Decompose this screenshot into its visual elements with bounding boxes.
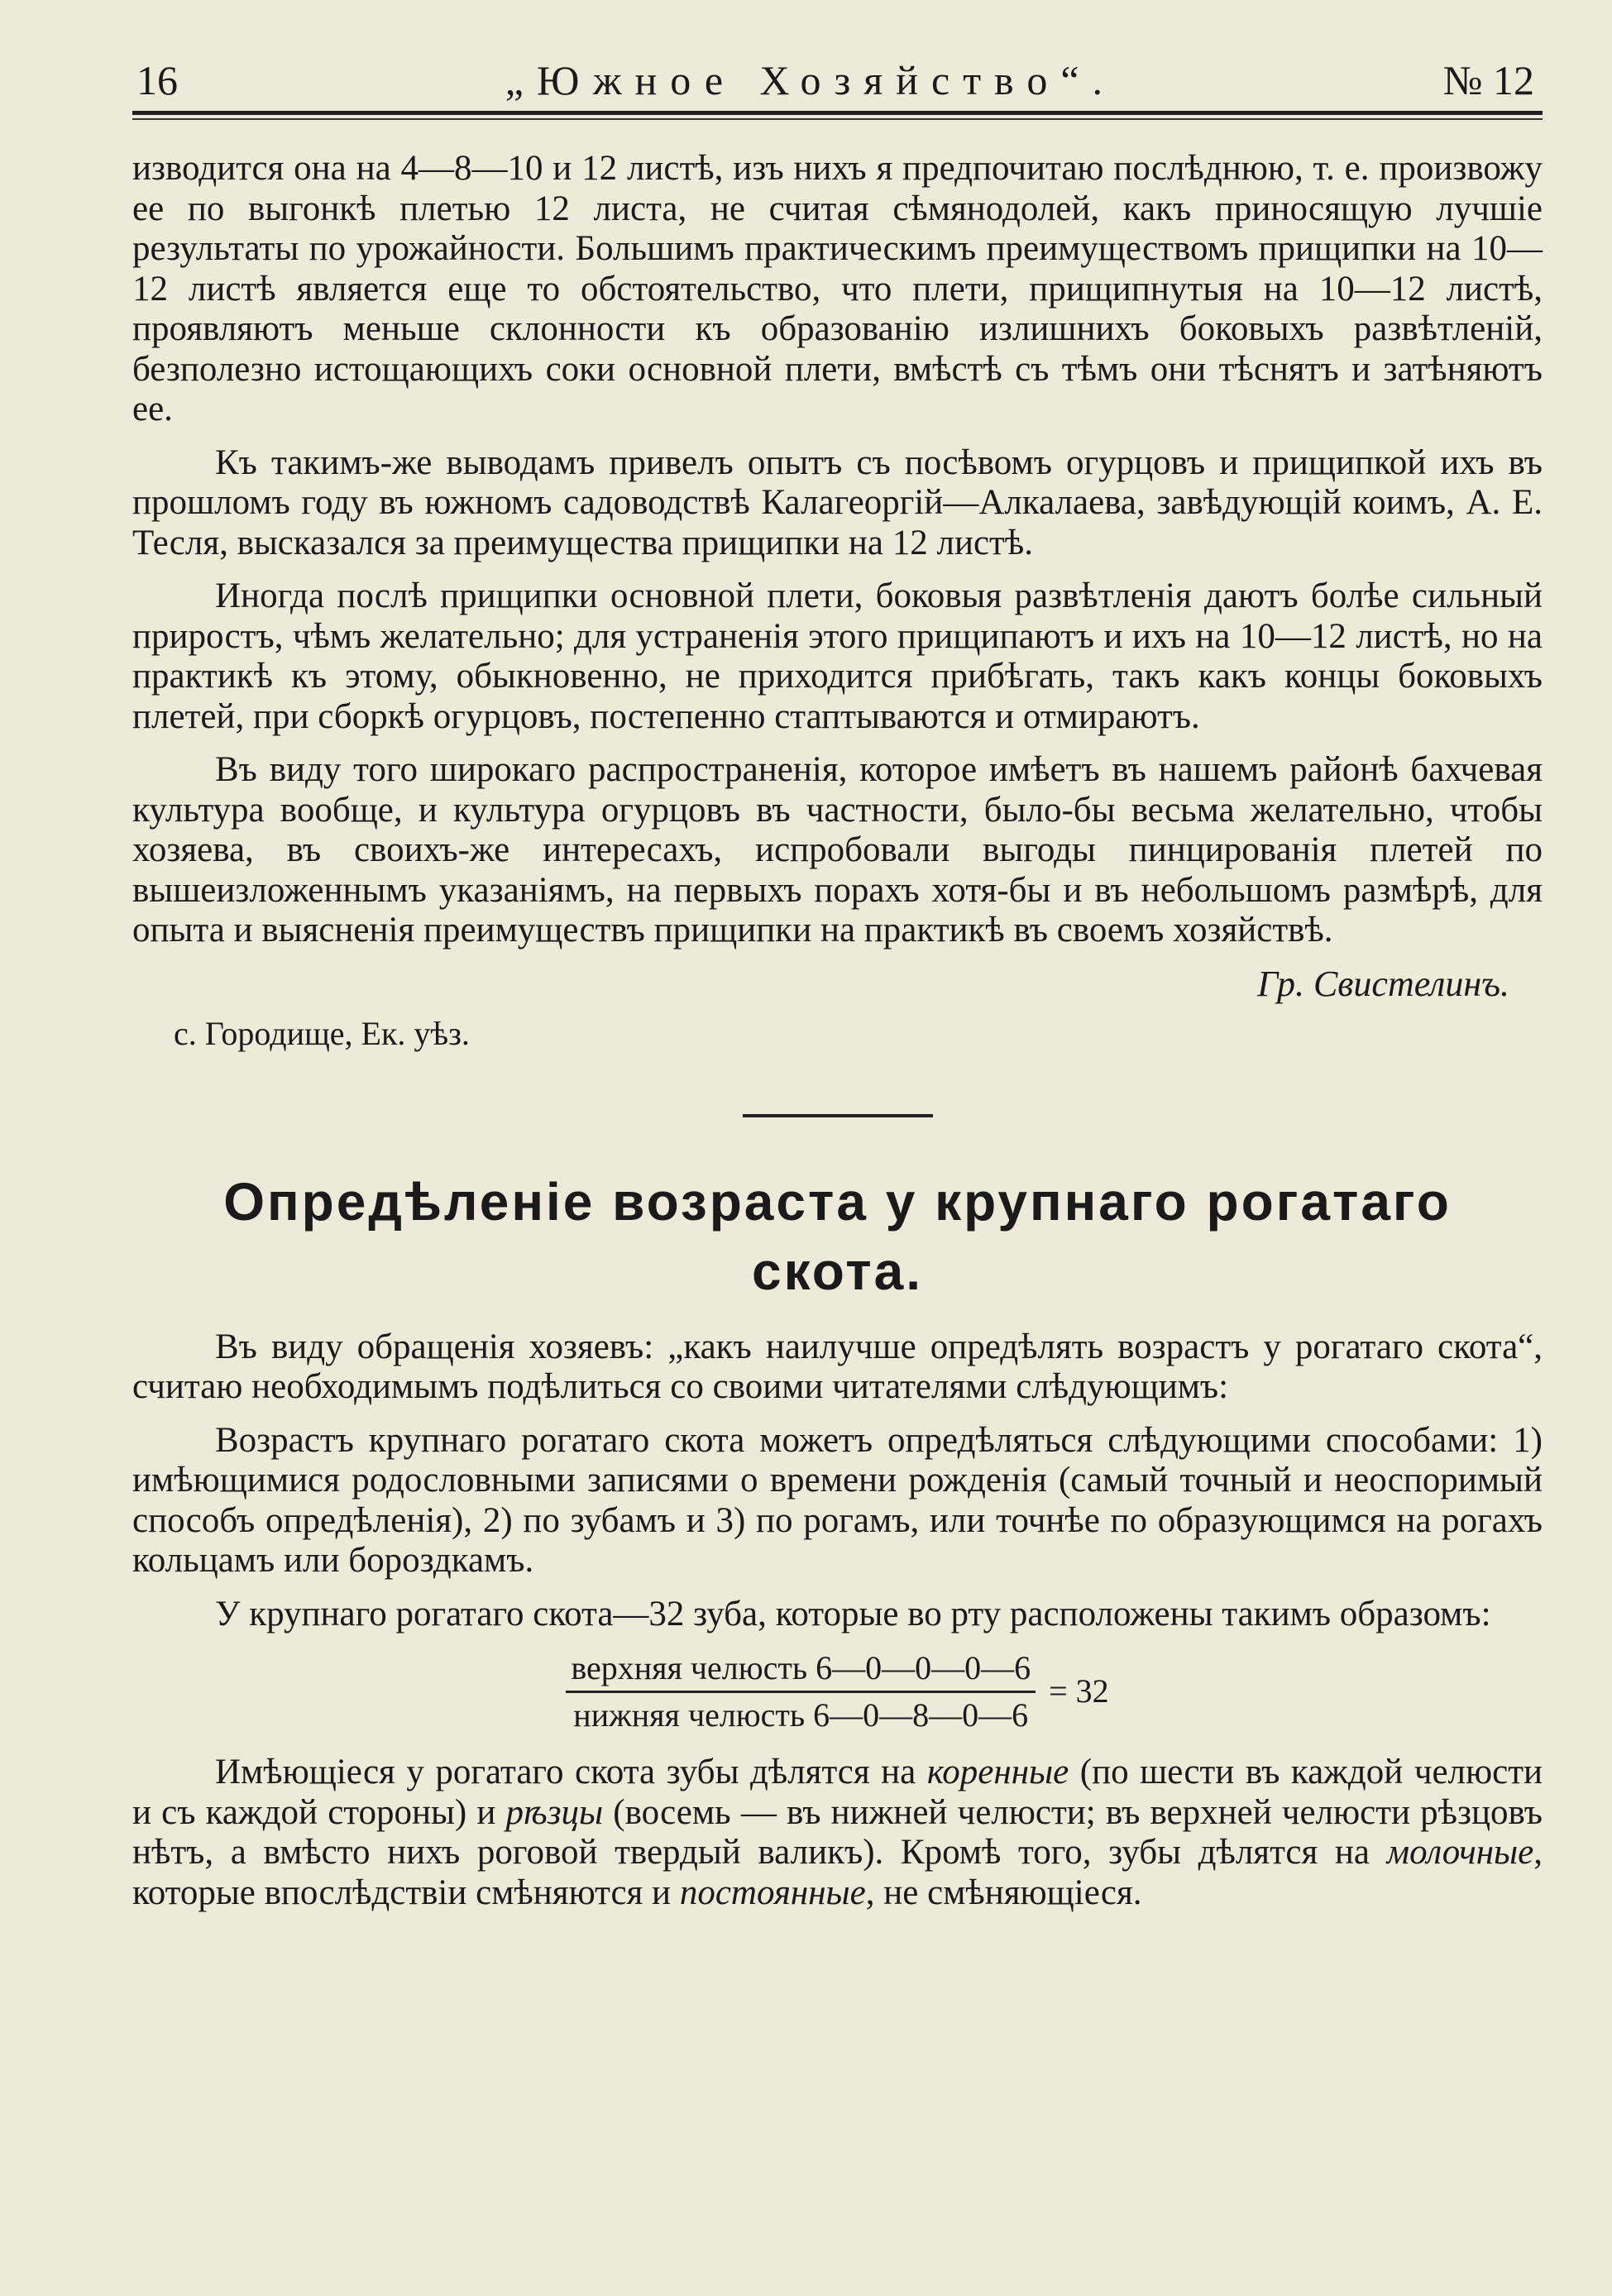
header-rule — [132, 111, 1543, 115]
article2-paragraph-3: У крупнаго рогатаго скота—32 зуба, которые во рту расположены такимъ образомъ: — [215, 1594, 1491, 1634]
article2-paragraph-1: Въ виду обращенія хозяевъ: „какъ наилучше опредѣлять возрастъ у рогатаго скота“, считаю необходимымъ подѣлиться со своими читателями слѣдующимъ: — [132, 1327, 1543, 1406]
text-run: (по шести въ каждой челюсти и съ каждой стороны) и — [132, 1753, 1543, 1832]
author-signature: Гр. Свистелинъ. — [1257, 963, 1509, 1004]
article2-title: Опредѣленіе возраста у крупнаго рогатаго скота. — [223, 1171, 1452, 1301]
issue-number: № 12 — [1442, 57, 1534, 103]
article1-paragraph-2: Къ такимъ-же выводамъ привелъ опытъ съ посѣвомъ огурцовъ и прищипкой ихъ въ прошломъ году въ южномъ садоводствѣ Калагеоргій—Алкалаева, завѣдующій коимъ, А. Е. Тесля, высказался за преимущества прищипки на 12 листѣ. — [132, 442, 1543, 562]
article2-paragraph-2: Возрастъ крупнаго рогатаго скота можетъ опредѣляться слѣдующими способами: 1) имѣющимися родословными записями о времени рожденія (самый точный и неоспоримый способъ опредѣленія), 2) по зубамъ и 3) по рогамъ, или точнѣе по образующимся на рогахъ кольцамъ или бороздкамъ. — [132, 1420, 1543, 1580]
author-location: с. Городище, Ек. уѣз. — [174, 1015, 470, 1052]
article2-paragraph-4 — [132, 1753, 1543, 1913]
header-rule-thin — [132, 118, 1543, 120]
text-run: Имѣющіеся у рогатаго скота зубы дѣлятся на — [215, 1753, 927, 1791]
term-incisors: рѣзцы — [505, 1792, 604, 1832]
running-header — [136, 51, 1534, 109]
teeth-total: = 32 — [1049, 1672, 1109, 1710]
article1-paragraph-4: Въ виду того широкаго распространенія, которое имѣетъ въ нашемъ районѣ бахчевая культура вообще, и культура огурцовъ въ частности, было-бы весьма желательно, чтобы хозяева, въ своихъ-же интересахъ, испробовали выгоды пинцированія плетей по вышеизложеннымъ указаніямъ, на первыхъ порахъ хотя-бы и въ небольшомъ размѣрѣ, для опыта и выясненія преимуществъ прищипки на практикѣ въ своемъ хозяйствѣ. — [132, 750, 1543, 949]
page-body — [132, 149, 1543, 1926]
term-molars: коренные — [926, 1753, 1069, 1791]
journal-title: „Южное Хозяйство“. — [505, 57, 1117, 103]
article1-paragraph-1: изводится она на 4—8—10 и 12 листѣ, изъ нихъ я предпочитаю послѣднюю, т. е. произвожу ее по выгонкѣ плетью 12 листа, не считая сѣмянодолей, какъ приносящую лучшіе результаты по урожайности. Большимъ практическимъ преимуществомъ прищипки на 10—12 листѣ является еще то обстоятельство, что плети, прищипнутыя на 10—12 листѣ, проявляютъ меньше склонности къ образованію излишнихъ боковыхъ развѣтленій, безполезно истощающихъ соки основной плети, вмѣстѣ съ тѣмъ они тѣснятъ и затѣняютъ ее. — [132, 149, 1543, 428]
section-divider — [743, 1114, 933, 1117]
text-run: , которые впослѣдствіи смѣняются и — [132, 1833, 1543, 1912]
page-number: 16 — [136, 57, 178, 103]
upper-jaw-formula: верхняя челюсть 6—0—0—0—6 — [566, 1648, 1036, 1693]
text-run: , не смѣняющіеся. — [865, 1873, 1142, 1912]
teeth-formula-fraction — [566, 1648, 1036, 1736]
text-run: (восемь — въ нижней челюсти; въ верхней челюсти рѣзцовъ нѣтъ, а вмѣсто нихъ роговой твердый валикъ). Кромѣ того, зубы дѣлятся на — [132, 1792, 1543, 1872]
term-permanent-teeth: постоянные — [679, 1873, 866, 1912]
lower-jaw-formula: нижняя челюсть 6—0—8—0—6 — [573, 1696, 1029, 1734]
teeth-formula — [132, 1648, 1543, 1736]
term-milk-teeth: молочные — [1386, 1833, 1534, 1872]
article1-paragraph-3: Иногда послѣ прищипки основной плети, боковыя развѣтленія даютъ болѣе сильный приростъ, чѣмъ желательно; для устраненія этого прищипаютъ и ихъ на 10—12 листѣ, но на практикѣ къ этому, обыкновенно, не приходится прибѣгать, такъ какъ концы боковыхъ плетей, при сборкѣ огурцовъ, постепенно стаптываются и отмираютъ. — [132, 576, 1543, 736]
